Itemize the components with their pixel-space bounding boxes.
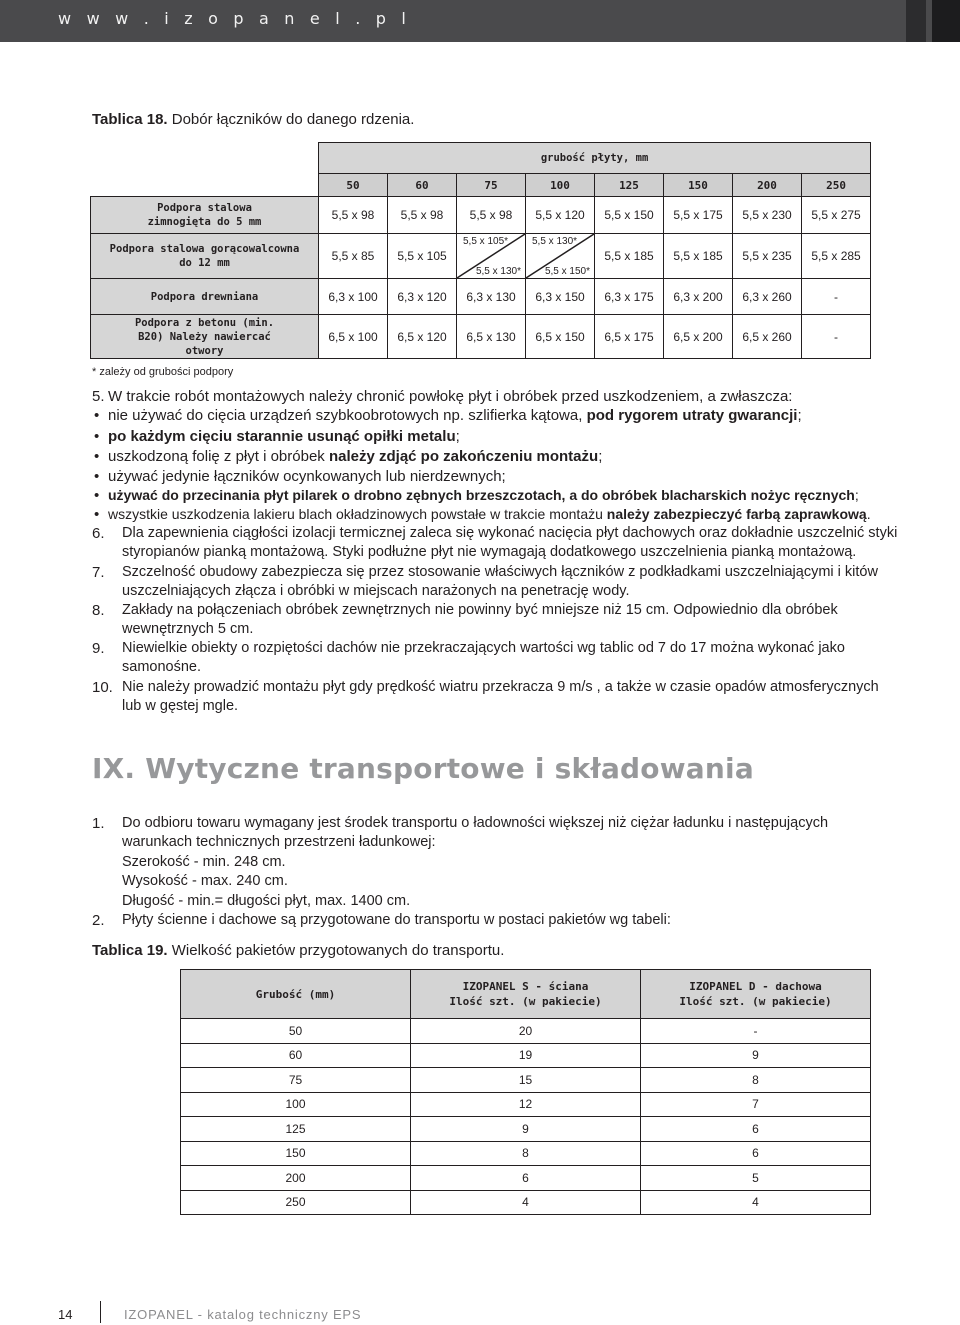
page-number: 14: [58, 1307, 73, 1322]
table18-caption-number: Tablica 18.: [92, 111, 168, 128]
table-row: [181, 1190, 871, 1215]
item-text: W trakcie robót montażowych należy chronić powłokę płyt i obróbek przed uszkodzeniem, a zwłaszcza:: [108, 388, 793, 405]
table19-caption: [92, 942, 504, 959]
table18-superheader: grubość płyty, mm: [319, 143, 871, 174]
table18-col-header: 250: [802, 174, 871, 197]
item-text-line: warunkach technicznych przestrzeni ładunkowej:: [122, 834, 436, 851]
table18-cell: 5,5 x 105: [388, 234, 457, 279]
table18-cell: 6,5 x 260: [733, 315, 802, 359]
table18-cell: 6,3 x 150: [526, 279, 595, 315]
table18-cell: 6,5 x 150: [526, 315, 595, 359]
list-item-9: [92, 639, 872, 678]
table-row: [181, 1117, 871, 1142]
table19-cell: 8: [641, 1068, 871, 1093]
table19-cell: 7: [641, 1092, 871, 1117]
table18-col-header: 100: [526, 174, 595, 197]
footer-divider: [100, 1301, 101, 1323]
item-number: 6.: [92, 525, 105, 542]
table18-col-header: 150: [664, 174, 733, 197]
table19-cell: 6: [641, 1117, 871, 1142]
header-line: Ilość szt. (w pakiecie): [679, 995, 832, 1008]
table19-cell: 125: [181, 1117, 411, 1142]
table18-cell: 6,3 x 175: [595, 279, 664, 315]
website-url: w w w . i z o p a n e l . p l: [58, 9, 412, 28]
header-line: Grubość (mm): [255, 987, 336, 1001]
list-item-6: [92, 524, 898, 563]
table18-cell: 5,5 x 150: [595, 197, 664, 234]
table19: [180, 969, 871, 1215]
item-text-line: styropianów pianką montażową. Styki podłużne płyt nie wymagają dodatkowego uszczelnienia pianką montażową.: [122, 544, 857, 561]
table19-col-header: [411, 970, 641, 1019]
bullet-item: [92, 486, 859, 505]
row-label-text: Podpora z betonu (min. B20) Należy nawiercać otwory: [134, 316, 275, 357]
table18-cell: -: [802, 279, 871, 315]
table18-row-label: [91, 279, 319, 315]
bullet-icon: •: [94, 506, 100, 523]
bullet-item: [92, 447, 602, 466]
item-text-line: Do odbioru towaru wymagany jest środek transportu o ładowności większej niż ciężar ładunku i następujących: [122, 815, 829, 831]
table18: [90, 142, 871, 359]
table18-cell: 5,5 x 230: [733, 197, 802, 234]
item-text-line: uszczelniających złącza i obróbki w miejscach narażonych na penetrację wody.: [122, 583, 630, 600]
split-bottom-value: 5,5 x 150*: [544, 266, 590, 277]
split-bottom-value: 5,5 x 130*: [475, 266, 521, 277]
table18-empty-corner: [91, 174, 319, 197]
table-row: [181, 1068, 871, 1093]
bullet-icon: •: [94, 468, 100, 485]
table19-caption-number: Tablica 19.: [92, 942, 168, 959]
item-number: 10.: [92, 679, 113, 696]
table18-cell: 6,3 x 100: [319, 279, 388, 315]
split-top-value: 5,5 x 130*: [532, 236, 578, 247]
transport-item-2: [92, 911, 872, 930]
list-item-10: [92, 678, 879, 717]
table19-caption-text: Wielkość pakietów przygotowanych do transportu.: [167, 942, 505, 959]
bullet-icon: •: [94, 487, 100, 504]
header-line: IZOPANEL S - ściana: [462, 980, 589, 993]
bullet-text: wszystkie uszkodzenia lakieru blach okładzinowych powstałe w trakcie montażu: [108, 506, 607, 522]
bullet-icon: •: [94, 428, 100, 445]
table19-cell: 100: [181, 1092, 411, 1117]
list-item-8: [92, 601, 872, 640]
item-text-line: lub w gęstej mgle.: [122, 698, 239, 715]
table18-empty-corner: [91, 143, 319, 174]
bullet-bold-text: należy zdjąć po zakończeniu montażu: [328, 448, 599, 465]
item-text-line: Niewielkie obiekty o rozpiętości dachów nie przekraczających wartości wg tablic od 7 do 17 można wykonać jako: [122, 640, 845, 656]
table18-caption: [92, 111, 414, 128]
table19-cell: 6: [411, 1166, 641, 1191]
table18-cell: 5,5 x 85: [319, 234, 388, 279]
bullet-text: używać jedynie łączników ocynkowanych lub nierdzewnych;: [108, 468, 506, 485]
table18-cell: 5,5 x 98: [388, 197, 457, 234]
table19-cell: 250: [181, 1190, 411, 1215]
table19-cell: -: [641, 1019, 871, 1044]
bullet-text: uszkodzoną folię z płyt i obróbek: [108, 448, 329, 465]
item-number: 5.: [92, 388, 105, 405]
item-number: 7.: [92, 564, 105, 581]
table18-cell: 6,5 x 175: [595, 315, 664, 359]
table18-row-label: [91, 197, 319, 234]
table-row: [181, 1141, 871, 1166]
bullet-icon: •: [94, 448, 100, 465]
table19-cell: 75: [181, 1068, 411, 1093]
bullet-bold-text: pod rygorem utraty gwarancji: [586, 407, 798, 424]
table18-col-header: 60: [388, 174, 457, 197]
table19-col-header: [641, 970, 871, 1019]
item-text-line: Dla zapewnienia ciągłości izolacji termicznej zaleca się wykonać nacięcia płyt dachowych oraz dokładnie uszczelnić styki: [122, 525, 898, 541]
table18-col-header: 125: [595, 174, 664, 197]
table18-cell: 5,5 x 235: [733, 234, 802, 279]
table18-cell: 5,5 x 185: [664, 234, 733, 279]
table18-cell: 5,5 x 98: [319, 197, 388, 234]
table18-cell: -: [802, 315, 871, 359]
item-text-line: Długość - min.= długości płyt, max. 1400 cm.: [122, 892, 411, 909]
table18-cell: 6,5 x 130: [457, 315, 526, 359]
table18-cell: 6,3 x 130: [457, 279, 526, 315]
list-item-5: [92, 387, 872, 406]
transport-item-1: [92, 814, 872, 911]
table-row: [181, 1166, 871, 1191]
table18-split-cell: [526, 234, 595, 279]
bullet-text: ;: [797, 407, 802, 424]
table18-cell: 6,5 x 200: [664, 315, 733, 359]
table19-cell: 4: [641, 1190, 871, 1215]
header-line: Ilość szt. (w pakiecie): [449, 995, 602, 1008]
table19-cell: 12: [411, 1092, 641, 1117]
table18-row-label: [91, 234, 319, 279]
table18-cell: 5,5 x 185: [595, 234, 664, 279]
header-bar: [0, 0, 960, 42]
item-number: 1.: [92, 815, 105, 832]
item-text-line: samonośne.: [122, 659, 201, 676]
bullet-text: ;: [854, 487, 859, 503]
table18-col-header: 75: [457, 174, 526, 197]
item-text-line: Nie należy prowadzić montażu płyt gdy prędkość wiatru przekracza 9 m/s , a także w czasie opadów atmosferycznych: [122, 679, 879, 695]
table18-caption-text: Dobór łączników do danego rdzenia.: [167, 111, 415, 128]
item-text-line: Szczelność obudowy zabezpiecza się przez stosowanie właściwych łączników z podkładkami uszczelniającymi i kitów: [122, 564, 878, 580]
table18-cell: 5,5 x 98: [457, 197, 526, 234]
row-label-text: Podpora drewniana: [150, 290, 259, 303]
item-text-line: Zakłady na połączeniach obróbek zewnętrznych nie powinny być mniejsze niż 15 cm. Odpowiednio dla obróbek: [122, 602, 838, 618]
table18-cell: 6,5 x 100: [319, 315, 388, 359]
header-corner-block: [932, 0, 960, 42]
table18-col-header: 50: [319, 174, 388, 197]
table18-col-header: 200: [733, 174, 802, 197]
table19-cell: 200: [181, 1166, 411, 1191]
table19-cell: 8: [411, 1141, 641, 1166]
bullet-text: .: [866, 506, 871, 522]
bullet-item: [92, 427, 460, 446]
table18-cell: 6,5 x 120: [388, 315, 457, 359]
item-text-line: wewnętrznych 5 cm.: [122, 621, 254, 638]
row-label-text: Podpora stalowa zimnogięta do 5 mm: [147, 202, 262, 228]
bullet-item: [92, 406, 802, 425]
item-number: 8.: [92, 602, 105, 619]
table-row: [181, 1092, 871, 1117]
table19-cell: 20: [411, 1019, 641, 1044]
table-row: [181, 1019, 871, 1044]
table18-cell: 6,3 x 260: [733, 279, 802, 315]
table19-cell: 150: [181, 1141, 411, 1166]
bullet-item: [92, 505, 871, 524]
table18-cell: 6,3 x 120: [388, 279, 457, 315]
bullet-icon: •: [94, 407, 100, 424]
header-corner-block: [906, 0, 926, 42]
bullet-bold-text: używać do przecinania płyt pilarek o drobno zębnych brzeszczotach, a do obróbek blacharskich nożyc ręcznych: [108, 487, 855, 503]
table19-cell: 15: [411, 1068, 641, 1093]
section-heading: IX. Wytyczne transportowe i składowania: [92, 752, 754, 785]
bullet-bold-text: należy zabezpieczyć farbą zaprawkową: [606, 506, 867, 522]
table19-cell: 4: [411, 1190, 641, 1215]
table19-cell: 60: [181, 1043, 411, 1068]
table19-col-header: [181, 970, 411, 1019]
table18-cell: 5,5 x 275: [802, 197, 871, 234]
table19-cell: 9: [411, 1117, 641, 1142]
bullet-bold-text: po każdym cięciu starannie usunąć opiłki metalu: [108, 428, 456, 445]
table19-cell: 50: [181, 1019, 411, 1044]
table19-cell: 5: [641, 1166, 871, 1191]
table-row: [181, 1043, 871, 1068]
footer-text: IZOPANEL - katalog techniczny EPS: [124, 1307, 362, 1322]
list-item-7: [92, 563, 878, 602]
split-top-value: 5,5 x 105*: [463, 236, 509, 247]
header-line: IZOPANEL D - dachowa: [689, 980, 822, 993]
table18-cell: 5,5 x 120: [526, 197, 595, 234]
table18-cell: 5,5 x 285: [802, 234, 871, 279]
item-text-line: Wysokość - max. 240 cm.: [122, 873, 288, 890]
row-label-text: Podpora stalowa gorącowalcowna do 12 mm: [109, 243, 300, 269]
table18-split-cell: [457, 234, 526, 279]
item-number: 9.: [92, 640, 105, 657]
bullet-text: ;: [598, 448, 603, 465]
bullet-text: nie używać do cięcia urządzeń szybkoobrotowych np. szlifierka kątowa,: [108, 407, 587, 424]
table18-cell: 5,5 x 175: [664, 197, 733, 234]
item-text: Płyty ścienne i dachowe są przygotowane do transportu w postaci pakietów wg tabeli:: [122, 912, 671, 928]
bullet-text: ;: [455, 428, 460, 445]
table19-cell: 19: [411, 1043, 641, 1068]
table18-cell: 6,3 x 200: [664, 279, 733, 315]
item-text-line: Szerokość - min. 248 cm.: [122, 853, 286, 870]
table18-footnote: * zależy od grubości podpory: [92, 366, 234, 378]
table19-cell: 6: [641, 1141, 871, 1166]
table18-row-label: [91, 315, 319, 359]
item-number: 2.: [92, 912, 105, 929]
bullet-item: [92, 467, 506, 486]
table19-cell: 9: [641, 1043, 871, 1068]
